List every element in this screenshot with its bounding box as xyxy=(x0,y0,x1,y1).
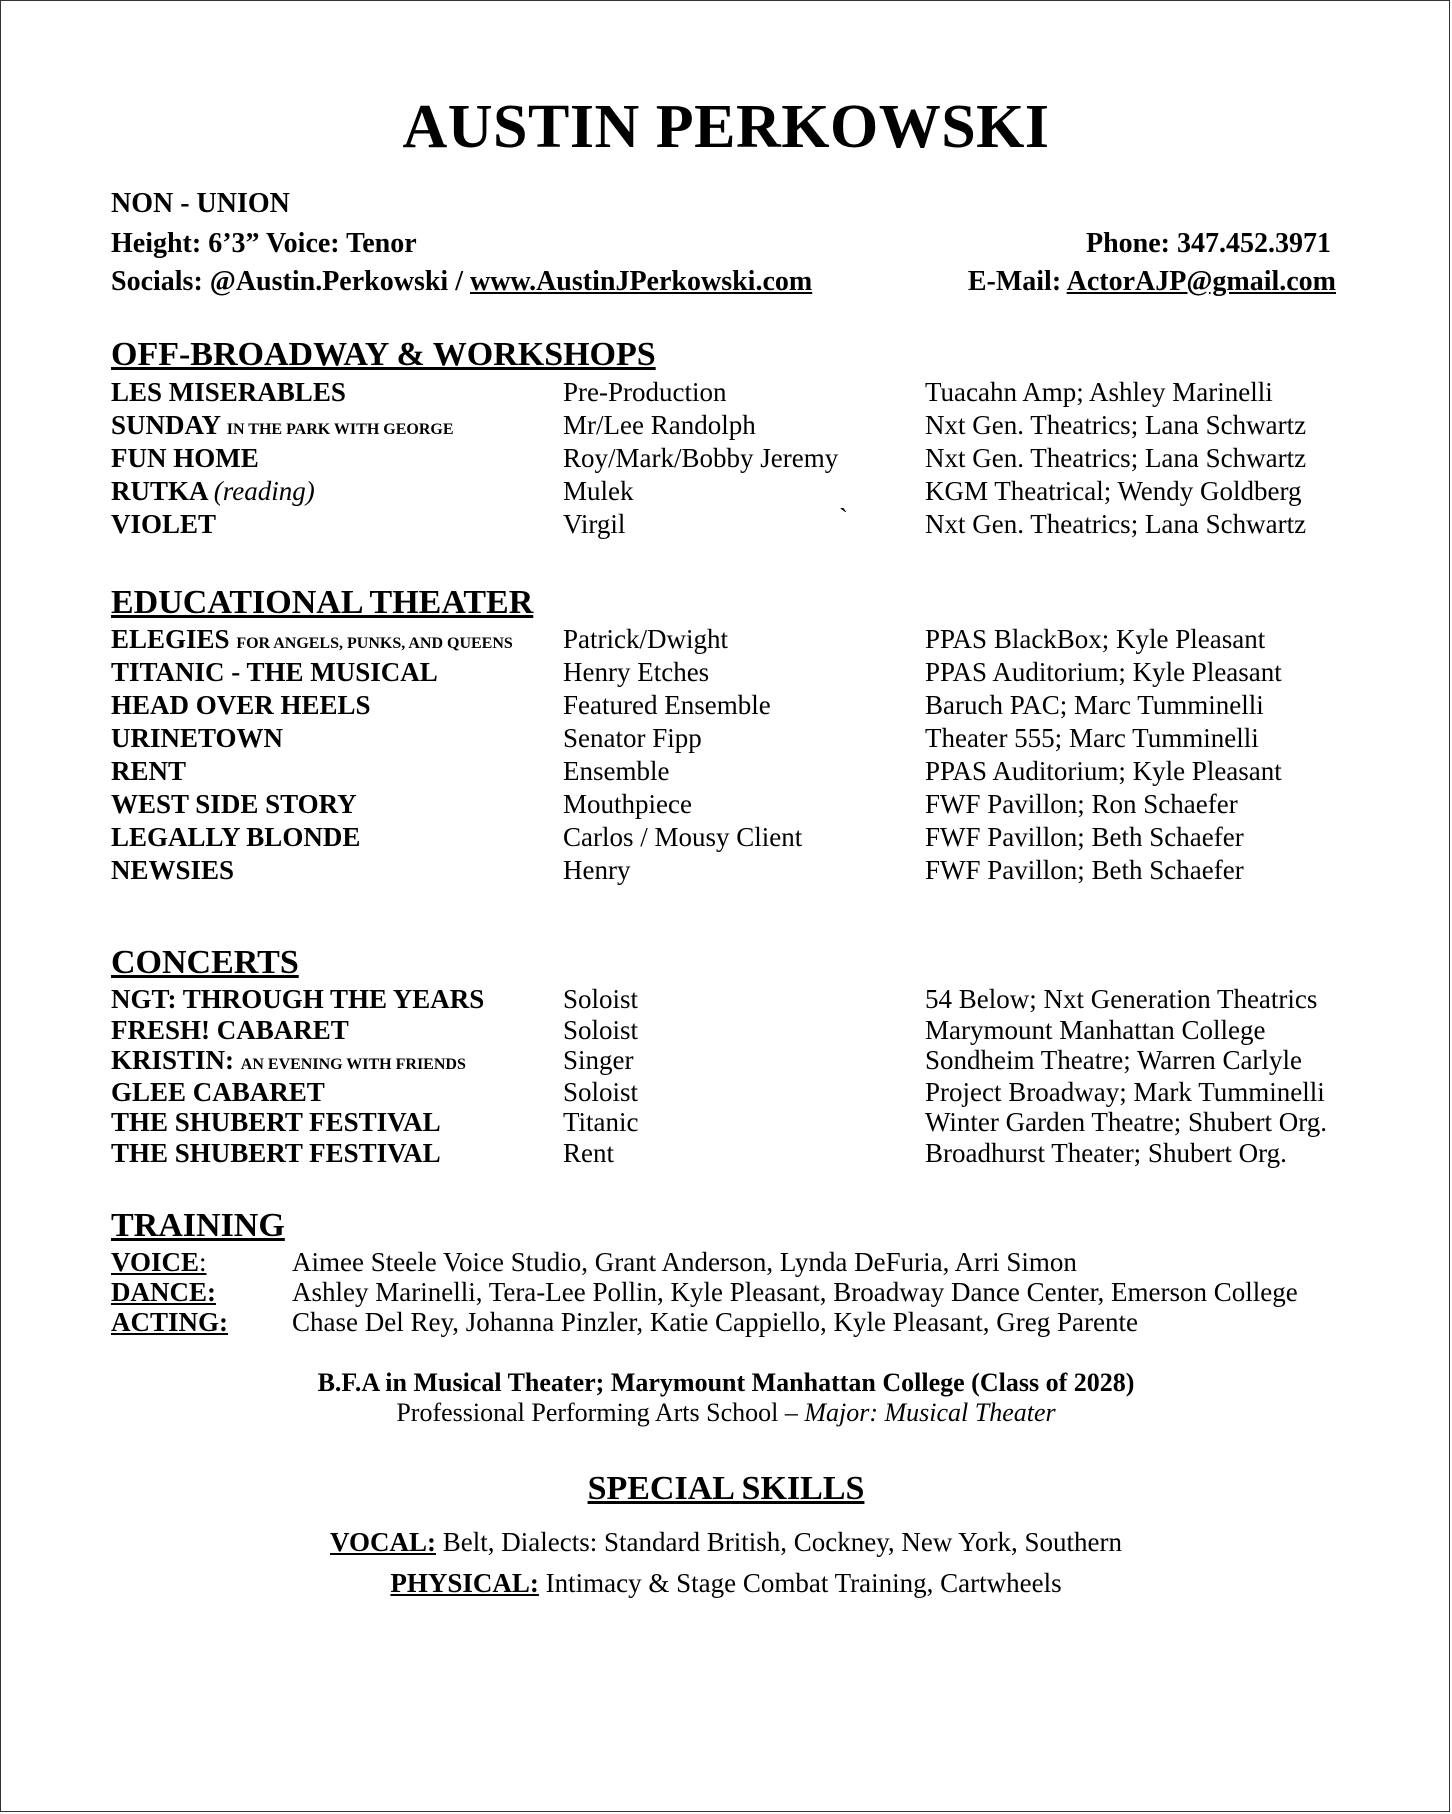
credit-role: Mulek xyxy=(563,476,634,506)
credit-role: Titanic xyxy=(563,1107,639,1137)
training-label xyxy=(111,1247,207,1277)
credit-title: NEWSIES xyxy=(111,855,235,885)
training-row-voice xyxy=(1,1247,1451,1277)
credit-title-main: SUNDAY xyxy=(111,410,221,440)
credit-title xyxy=(111,475,315,508)
physical-text: Intimacy & Stage Combat Training, Cartwheels xyxy=(538,1568,1062,1598)
credit-title-subtitle: FOR ANGELS, PUNKS, AND QUEENS xyxy=(236,635,513,652)
credit-row xyxy=(1,755,1451,788)
vocal-text: Belt, Dialects: Standard British, Cockney, New York, Southern xyxy=(436,1527,1122,1557)
credit-role: Mr/Lee Randolph xyxy=(563,410,756,440)
socials xyxy=(111,263,812,301)
credit-venue: Theater 555; Marc Tumminelli xyxy=(925,723,1259,753)
credit-title: GLEE CABARET xyxy=(111,1077,325,1107)
credit-role: Pre-Production xyxy=(563,377,727,407)
off-broadway-heading: OFF-BROADWAY & WORKSHOPS xyxy=(111,336,656,373)
credit-venue: Project Broadway; Mark Tumminelli xyxy=(925,1077,1325,1107)
credit-role: Mouthpiece xyxy=(563,789,692,819)
credit-row xyxy=(1,376,1451,409)
credit-title xyxy=(111,409,454,446)
stray-mark: ` xyxy=(839,503,848,533)
credit-title-main: ELEGIES xyxy=(111,624,230,654)
website-link[interactable]: www.AustinJPerkowski.com xyxy=(469,266,813,297)
credit-venue: PPAS Auditorium; Kyle Pleasant xyxy=(925,657,1282,687)
credit-venue: Nxt Gen. Theatrics; Lana Schwartz xyxy=(925,443,1307,473)
credit-row xyxy=(1,1014,1451,1047)
credit-title: THE SHUBERT FESTIVAL xyxy=(111,1107,441,1137)
credit-title-main: RUTKA xyxy=(111,476,208,506)
credit-row xyxy=(1,623,1451,656)
socials-label: Socials: @Austin.Perkowski / xyxy=(111,266,470,297)
credit-role: Soloist xyxy=(563,1077,639,1107)
email-link[interactable]: ActorAJP@gmail.com xyxy=(1066,266,1336,297)
credit-role: Singer xyxy=(563,1045,634,1075)
height-voice: Height: 6’3” Voice: Tenor xyxy=(111,228,417,259)
credit-row xyxy=(1,1106,1451,1139)
credit-title: HEAD OVER HEELS xyxy=(111,690,371,720)
credit-role: Soloist xyxy=(563,984,639,1014)
training-heading: TRAINING xyxy=(111,1207,285,1244)
school-name: Professional Performing Arts School – xyxy=(396,1398,805,1427)
credit-title-subtitle: AN EVENING WITH FRIENDS xyxy=(240,1056,466,1073)
vocal-skills xyxy=(1,1525,1451,1559)
physical-skills xyxy=(1,1566,1451,1600)
training-text: Chase Del Rey, Johanna Pinzler, Katie Cappiello, Kyle Pleasant, Greg Parente xyxy=(292,1307,1138,1337)
credit-row xyxy=(1,1076,1451,1109)
credit-role: Henry Etches xyxy=(563,657,710,687)
credit-venue: PPAS BlackBox; Kyle Pleasant xyxy=(925,624,1266,654)
credit-venue: PPAS Auditorium; Kyle Pleasant xyxy=(925,756,1282,786)
training-label-text: VOICE xyxy=(111,1247,199,1277)
credit-role: Henry xyxy=(563,855,631,885)
physical-label: PHYSICAL: xyxy=(390,1568,539,1598)
email-label: E-Mail: xyxy=(967,266,1067,297)
credit-row xyxy=(1,442,1451,475)
educational-heading: EDUCATIONAL THEATER xyxy=(111,584,534,621)
credit-title-main: KRISTIN: xyxy=(111,1045,235,1075)
credit-row xyxy=(1,821,1451,854)
credit-row xyxy=(1,503,1451,541)
credit-title: FRESH! CABARET xyxy=(111,1015,349,1045)
credit-row xyxy=(1,854,1451,887)
training-label-colon: : xyxy=(198,1247,207,1277)
actor-name: AUSTIN PERKOWSKI xyxy=(402,93,1050,161)
credit-title: RENT xyxy=(111,756,187,786)
training-row-acting xyxy=(1,1307,1451,1337)
training-text: Aimee Steele Voice Studio, Grant Anderson, Lynda DeFuria, Arri Simon xyxy=(292,1247,1077,1277)
vocal-label: VOCAL: xyxy=(330,1527,437,1557)
credit-row xyxy=(1,689,1451,722)
credit-role: Virgil xyxy=(563,509,626,539)
credit-role: Featured Ensemble xyxy=(563,690,771,720)
credit-venue: Baruch PAC; Marc Tumminelli xyxy=(925,690,1264,720)
email xyxy=(968,263,1336,301)
credit-role: Senator Fipp xyxy=(563,723,702,753)
credit-title: LES MISERABLES xyxy=(111,377,346,407)
credit-row xyxy=(1,409,1451,442)
special-skills-heading: SPECIAL SKILLS xyxy=(587,1470,865,1507)
credit-role: Rent xyxy=(563,1138,614,1168)
training-label: DANCE: xyxy=(111,1277,216,1307)
credit-title: URINETOWN xyxy=(111,723,284,753)
credit-role: Roy/Mark/Bobby Jeremy xyxy=(563,443,839,473)
credit-title-note: (reading) xyxy=(213,476,315,506)
credit-title: VIOLET xyxy=(111,509,217,539)
credit-venue: Marymount Manhattan College xyxy=(925,1015,1266,1045)
credit-venue: FWF Pavillon; Ron Schaefer xyxy=(925,789,1238,819)
credit-row xyxy=(1,1137,1451,1170)
credit-title: LEGALLY BLONDE xyxy=(111,822,361,852)
training-text: Ashley Marinelli, Tera-Lee Pollin, Kyle Pleasant, Broadway Dance Center, Emerson College xyxy=(292,1277,1298,1307)
credit-row xyxy=(1,475,1451,508)
school-major: Major: Musical Theater xyxy=(804,1398,1056,1427)
credit-title: WEST SIDE STORY xyxy=(111,789,357,819)
credit-row xyxy=(1,656,1451,689)
credit-row xyxy=(1,1044,1451,1077)
credit-venue: Winter Garden Theatre; Shubert Org. xyxy=(925,1107,1328,1137)
credit-role: Ensemble xyxy=(563,756,670,786)
credit-title: THE SHUBERT FESTIVAL xyxy=(111,1138,441,1168)
credit-venue: Nxt Gen. Theatrics; Lana Schwartz xyxy=(925,410,1307,440)
credit-title xyxy=(111,623,513,660)
union-status: NON - UNION xyxy=(111,188,290,219)
credit-row xyxy=(1,722,1451,755)
credit-venue: KGM Theatrical; Wendy Goldberg xyxy=(925,476,1302,506)
credit-row xyxy=(1,788,1451,821)
credit-role: Carlos / Mousy Client xyxy=(563,822,803,852)
credit-venue: 54 Below; Nxt Generation Theatrics xyxy=(925,984,1318,1014)
school-line xyxy=(1,1397,1451,1429)
degree-line: B.F.A in Musical Theater; Marymount Manhattan College (Class of 2028) xyxy=(317,1368,1135,1397)
concerts-heading: CONCERTS xyxy=(111,944,299,981)
training-label: ACTING: xyxy=(111,1307,229,1337)
credit-venue: Sondheim Theatre; Warren Carlyle xyxy=(925,1045,1302,1075)
phone: Phone: 347.452.3971 xyxy=(1086,228,1331,259)
credit-row xyxy=(1,983,1451,1016)
credit-role: Soloist xyxy=(563,1015,639,1045)
credit-role: Patrick/Dwight xyxy=(563,624,728,654)
credit-venue: FWF Pavillon; Beth Schaefer xyxy=(925,822,1244,852)
training-row-dance xyxy=(1,1277,1451,1307)
credit-venue: FWF Pavillon; Beth Schaefer xyxy=(925,855,1244,885)
credit-title: FUN HOME xyxy=(111,443,259,473)
credit-title: TITANIC - THE MUSICAL xyxy=(111,657,438,687)
credit-venue: Tuacahn Amp; Ashley Marinelli xyxy=(925,377,1273,407)
credit-venue: Broadhurst Theater; Shubert Org. xyxy=(925,1138,1287,1168)
credit-venue: Nxt Gen. Theatrics; Lana Schwartz xyxy=(925,509,1307,539)
credit-title-subtitle: IN THE PARK WITH GEORGE xyxy=(226,421,454,438)
credit-title: NGT: THROUGH THE YEARS xyxy=(111,984,485,1014)
